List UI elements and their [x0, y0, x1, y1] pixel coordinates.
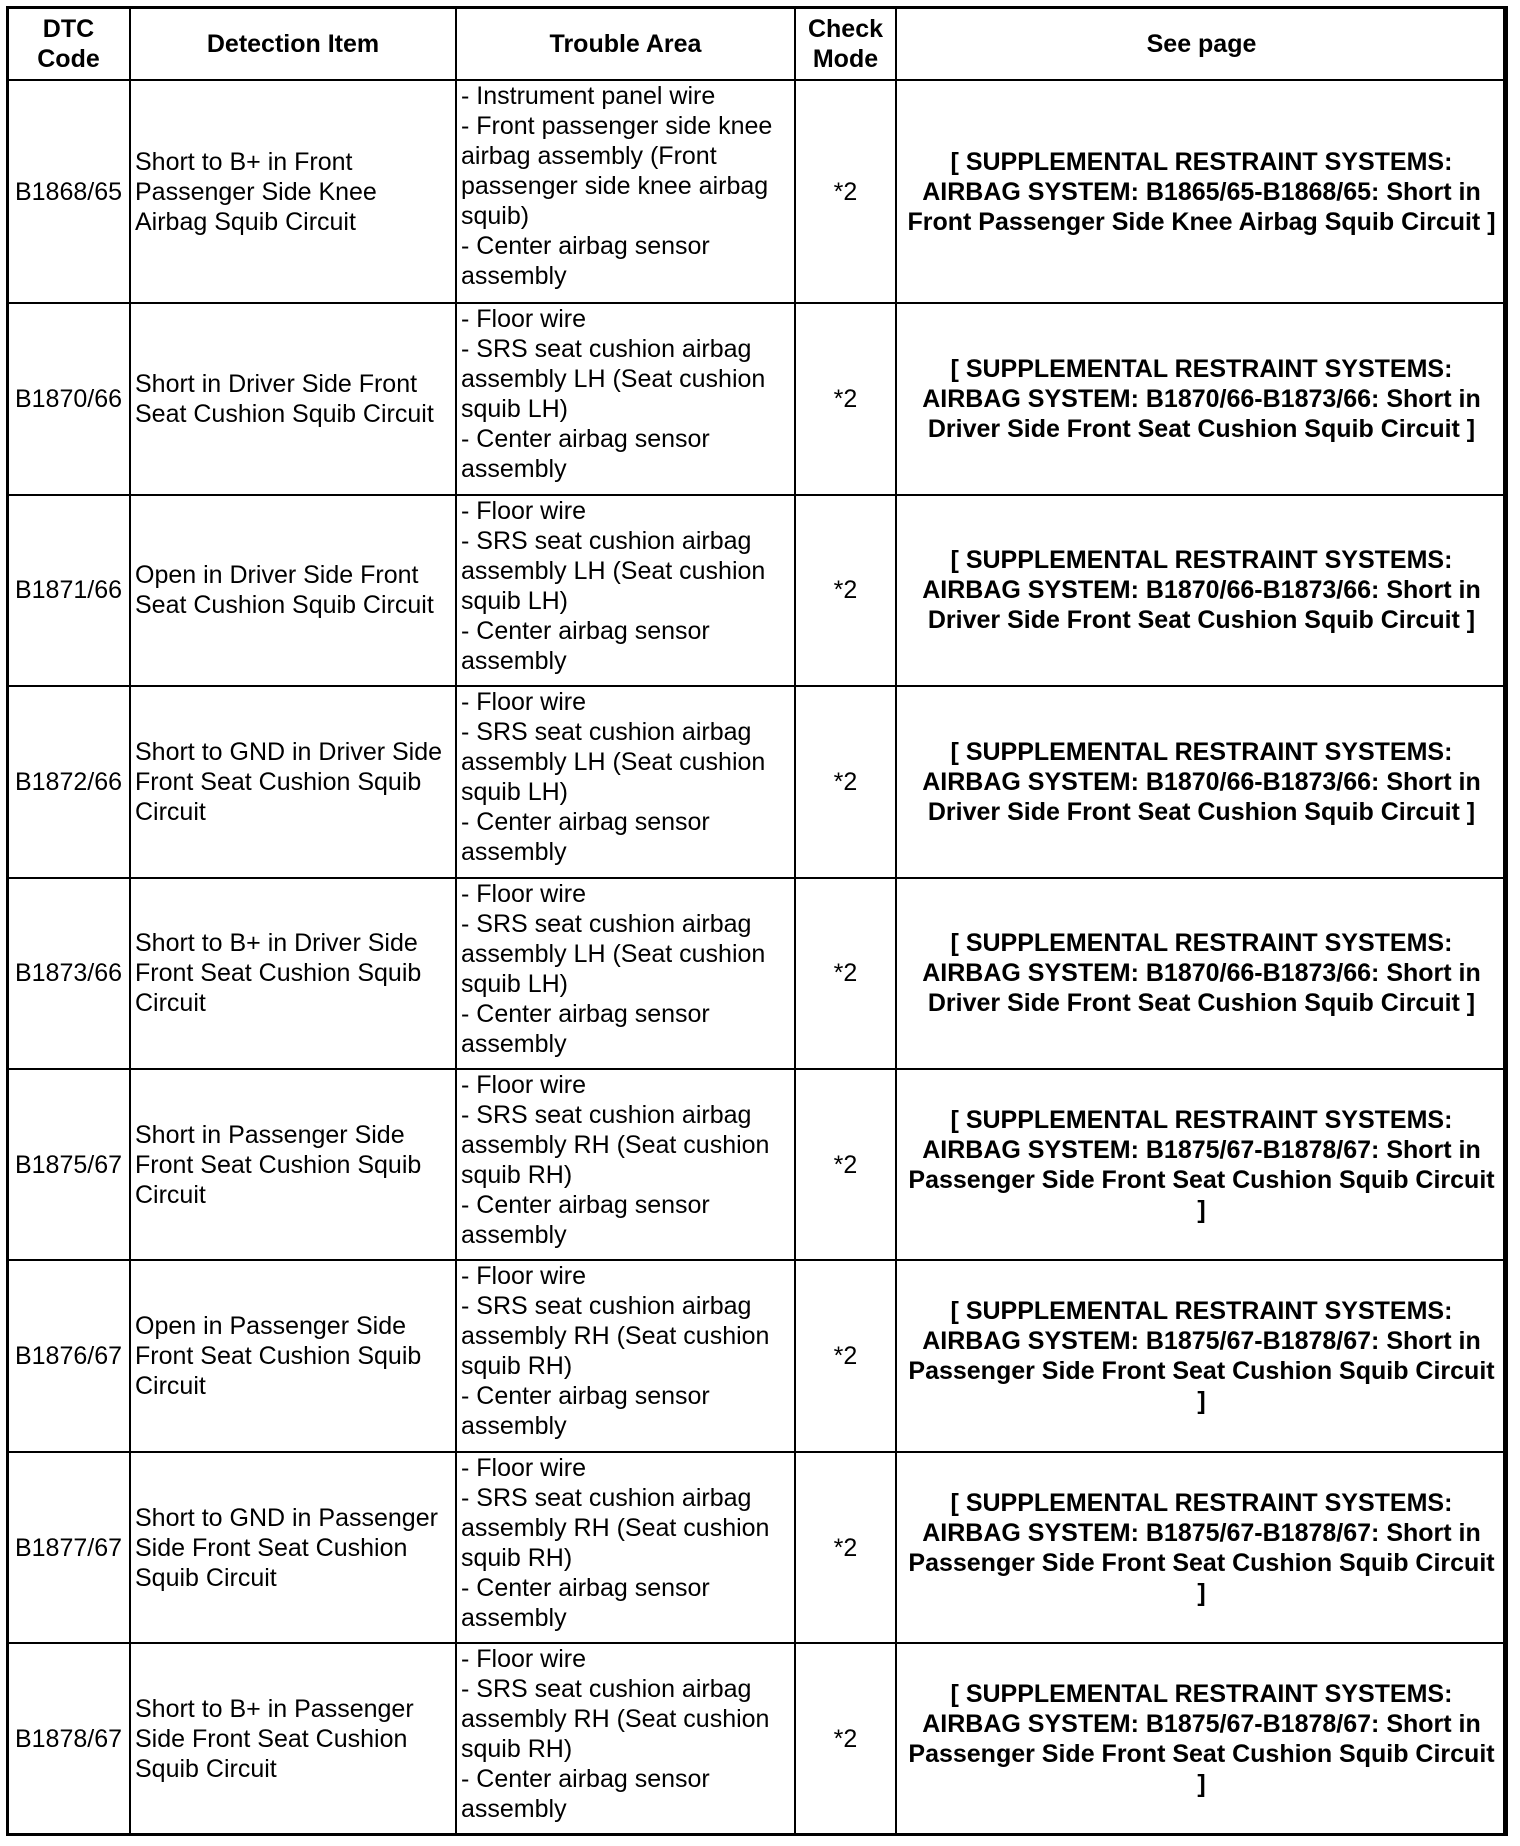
- trouble-area-line: - Front passenger side knee airbag assembly (Front passenger side knee airbag squib): [461, 112, 773, 230]
- check-mode-cell: *2: [795, 1069, 896, 1260]
- trouble-area-line: - Floor wire: [461, 496, 587, 525]
- dtc-code-cell: B1868/65: [7, 80, 130, 303]
- trouble-area-line: - Center airbag sensor assembly: [461, 999, 710, 1058]
- table-row: [7, 1452, 1507, 1643]
- table-row: [7, 495, 1507, 686]
- dtc-code-cell: B1875/67: [7, 1069, 130, 1260]
- see-page-cell: [ SUPPLEMENTAL RESTRAINT SYSTEMS: AIRBAG SYSTEM: B1870/66-B1873/66: Short in Driver Side Front Seat Cushion Squib Circuit ]: [896, 878, 1507, 1069]
- trouble-area-line: - Instrument panel wire: [461, 82, 716, 110]
- dtc-table-container: [6, 6, 1506, 1836]
- dtc-code-cell: B1876/67: [7, 1260, 130, 1451]
- trouble-area-cell: [456, 1643, 795, 1835]
- check-mode-cell: *2: [795, 686, 896, 877]
- trouble-area-line: - Center airbag sensor assembly: [461, 1190, 710, 1249]
- detection-item-cell: Short to GND in Passenger Side Front Seat Cushion Squib Circuit: [130, 1452, 456, 1643]
- trouble-area-line: - Floor wire: [461, 1070, 587, 1099]
- table-row: [7, 80, 1507, 303]
- dtc-code-cell: B1871/66: [7, 495, 130, 686]
- trouble-area-line: - SRS seat cushion airbag assembly LH (Seat cushion squib LH): [461, 718, 766, 807]
- trouble-area-line: - Floor wire: [461, 1453, 587, 1482]
- trouble-area-line: - Floor wire: [461, 305, 587, 334]
- table-row: [7, 1643, 1507, 1835]
- table-row: [7, 686, 1507, 877]
- dtc-code-cell: B1870/66: [7, 303, 130, 494]
- trouble-area-line: - SRS seat cushion airbag assembly RH (Seat cushion squib RH): [461, 1675, 770, 1764]
- check-mode-cell: *2: [795, 878, 896, 1069]
- detection-item-cell: Short to B+ in Driver Side Front Seat Cushion Squib Circuit: [130, 878, 456, 1069]
- trouble-area-line: - Center airbag sensor assembly: [461, 232, 710, 290]
- table-row: [7, 1260, 1507, 1451]
- check-mode-cell: *2: [795, 495, 896, 686]
- trouble-area-cell: [456, 1452, 795, 1643]
- detection-item-cell: Short in Passenger Side Front Seat Cushion Squib Circuit: [130, 1069, 456, 1260]
- table-body: [7, 80, 1507, 1835]
- trouble-area-cell: [456, 1069, 795, 1260]
- see-page-cell: [ SUPPLEMENTAL RESTRAINT SYSTEMS: AIRBAG SYSTEM: B1875/67-B1878/67: Short in Passenger Side Front Seat Cushion Squib Circuit ]: [896, 1260, 1507, 1451]
- see-page-cell: [ SUPPLEMENTAL RESTRAINT SYSTEMS: AIRBAG SYSTEM: B1875/67-B1878/67: Short in Passenger Side Front Seat Cushion Squib Circuit ]: [896, 1643, 1507, 1835]
- table-header-row: [7, 7, 1507, 80]
- see-page-cell: [ SUPPLEMENTAL RESTRAINT SYSTEMS: AIRBAG SYSTEM: B1870/66-B1873/66: Short in Driver Side Front Seat Cushion Squib Circuit ]: [896, 495, 1507, 686]
- see-page-cell: [ SUPPLEMENTAL RESTRAINT SYSTEMS: AIRBAG SYSTEM: B1865/65-B1868/65: Short in Front Passenger Side Knee Airbag Squib Circuit ]: [896, 80, 1507, 303]
- detection-item-cell: Short to B+ in Front Passenger Side Knee Airbag Squib Circuit: [130, 80, 456, 303]
- trouble-area-cell: [456, 495, 795, 686]
- check-mode-cell: *2: [795, 1260, 896, 1451]
- header-check-mode: Check Mode: [795, 7, 896, 80]
- trouble-area-cell: [456, 303, 795, 494]
- trouble-area-cell: [456, 878, 795, 1069]
- detection-item-cell: Open in Driver Side Front Seat Cushion Squib Circuit: [130, 495, 456, 686]
- check-mode-cell: *2: [795, 1452, 896, 1643]
- check-mode-cell: *2: [795, 80, 896, 303]
- table-row: [7, 303, 1507, 494]
- trouble-area-cell: [456, 1260, 795, 1451]
- dtc-code-cell: B1872/66: [7, 686, 130, 877]
- header-dtc-code: DTC Code: [7, 7, 130, 80]
- check-mode-cell: *2: [795, 303, 896, 494]
- trouble-area-line: - Center airbag sensor assembly: [461, 808, 710, 867]
- trouble-area-line: - Center airbag sensor assembly: [461, 1765, 710, 1824]
- trouble-area-line: - SRS seat cushion airbag assembly RH (Seat cushion squib RH): [461, 1292, 770, 1381]
- trouble-area-line: - Floor wire: [461, 1262, 587, 1291]
- trouble-area-line: - SRS seat cushion airbag assembly LH (Seat cushion squib LH): [461, 335, 766, 424]
- header-detection-item: Detection Item: [130, 7, 456, 80]
- trouble-area-line: - Floor wire: [461, 879, 587, 908]
- trouble-area-line: - Center airbag sensor assembly: [461, 425, 710, 484]
- trouble-area-cell: [456, 80, 795, 303]
- trouble-area-line: - Center airbag sensor assembly: [461, 616, 710, 675]
- detection-item-cell: Short to B+ in Passenger Side Front Seat Cushion Squib Circuit: [130, 1643, 456, 1835]
- header-trouble-area: Trouble Area: [456, 7, 795, 80]
- see-page-cell: [ SUPPLEMENTAL RESTRAINT SYSTEMS: AIRBAG SYSTEM: B1870/66-B1873/66: Short in Driver Side Front Seat Cushion Squib Circuit ]: [896, 686, 1507, 877]
- detection-item-cell: Short in Driver Side Front Seat Cushion Squib Circuit: [130, 303, 456, 494]
- detection-item-cell: Open in Passenger Side Front Seat Cushion Squib Circuit: [130, 1260, 456, 1451]
- trouble-area-line: - SRS seat cushion airbag assembly LH (Seat cushion squib LH): [461, 909, 766, 998]
- see-page-cell: [ SUPPLEMENTAL RESTRAINT SYSTEMS: AIRBAG SYSTEM: B1875/67-B1878/67: Short in Passenger Side Front Seat Cushion Squib Circuit ]: [896, 1452, 1507, 1643]
- trouble-area-line: - Center airbag sensor assembly: [461, 1573, 710, 1632]
- dtc-code-cell: B1873/66: [7, 878, 130, 1069]
- header-see-page: See page: [896, 7, 1507, 80]
- check-mode-cell: *2: [795, 1643, 896, 1835]
- trouble-area-line: - SRS seat cushion airbag assembly LH (Seat cushion squib LH): [461, 526, 766, 615]
- trouble-area-line: - Center airbag sensor assembly: [461, 1382, 710, 1441]
- trouble-area-line: - SRS seat cushion airbag assembly RH (Seat cushion squib RH): [461, 1483, 770, 1572]
- dtc-code-cell: B1877/67: [7, 1452, 130, 1643]
- trouble-area-line: - SRS seat cushion airbag assembly RH (Seat cushion squib RH): [461, 1100, 770, 1189]
- table-row: [7, 878, 1507, 1069]
- dtc-table: [6, 6, 1508, 1836]
- table-row: [7, 1069, 1507, 1260]
- trouble-area-cell: [456, 686, 795, 877]
- dtc-code-cell: B1878/67: [7, 1643, 130, 1835]
- see-page-cell: [ SUPPLEMENTAL RESTRAINT SYSTEMS: AIRBAG SYSTEM: B1870/66-B1873/66: Short in Driver Side Front Seat Cushion Squib Circuit ]: [896, 303, 1507, 494]
- trouble-area-line: - Floor wire: [461, 688, 587, 717]
- detection-item-cell: Short to GND in Driver Side Front Seat Cushion Squib Circuit: [130, 686, 456, 877]
- see-page-cell: [ SUPPLEMENTAL RESTRAINT SYSTEMS: AIRBAG SYSTEM: B1875/67-B1878/67: Short in Passenger Side Front Seat Cushion Squib Circuit ]: [896, 1069, 1507, 1260]
- trouble-area-line: - Floor wire: [461, 1645, 587, 1674]
